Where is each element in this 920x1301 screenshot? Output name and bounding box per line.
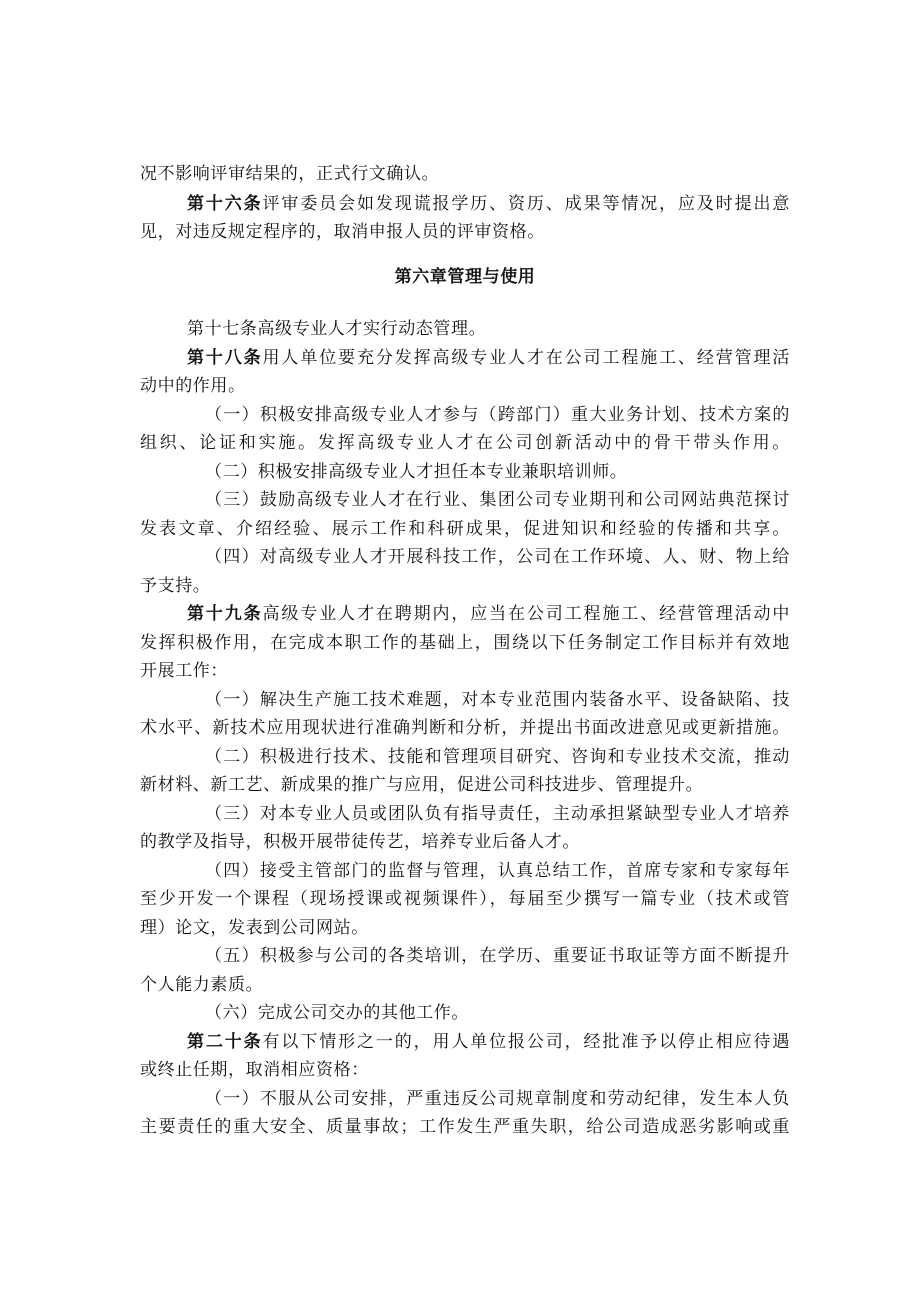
continuation-line: 况不影响评审结果的，正式行文确认。 bbox=[140, 164, 440, 184]
article-20-label: 第二十条 bbox=[187, 1032, 263, 1052]
article-20-item-1-line-2: 主要责任的重大安全、质量事故；工作发生严重失职，给公司造成恶劣影响或重 bbox=[140, 1117, 790, 1137]
article-18-text: 用人单位要充分发挥高级专业人才在公司工程施工、经营管理活 bbox=[262, 348, 790, 368]
article-19-item-4-line-2: 至少开发一个课程（现场授课或视频课件），每届至少撰写一篇专业（技术或管 bbox=[140, 889, 790, 909]
chapter-6-title: 第六章管理与使用 bbox=[394, 267, 536, 287]
article-16-text: 评审委员会如发现谎报学历、资历、成果等情况，应及时提出意 bbox=[262, 194, 790, 214]
article-20-text: 有以下情形之一的，用人单位报公司，经批准予以停止相应待遇 bbox=[262, 1032, 790, 1052]
article-18-item-3-line-2: 发表文章、介绍经验、展示工作和科研成果，促进知识和经验的传播和共享。 bbox=[140, 519, 790, 539]
article-19-item-2-line-1: （二）积极进行技术、技能和管理项目研究、咨询和专业技术交流，推动 bbox=[205, 747, 790, 767]
article-19-item-2-line-2: 新材料、新工艺、新成果的推广与应用，促进公司科技进步、管理提升。 bbox=[140, 775, 704, 795]
article-16-label: 第十六条 bbox=[187, 194, 263, 214]
article-20-item-1-line-1: （一）不服从公司安排，严重违反公司规章制度和劳动纪律，发生本人负 bbox=[205, 1089, 790, 1109]
article-18-line-2: 动中的作用。 bbox=[140, 376, 246, 396]
article-19-item-4-line-1: （四）接受主管部门的监督与管理，认真总结工作，首席专家和专家每年 bbox=[205, 861, 790, 881]
article-18-label: 第十八条 bbox=[187, 348, 263, 368]
article-19-item-3-line-2: 的教学及指导，积极开展带徒传艺，培养专业后备人才。 bbox=[140, 832, 580, 852]
article-19-text: 高级专业人才在聘期内，应当在公司工程施工、经营管理活动中 bbox=[262, 604, 790, 624]
article-18-item-3-line-1: （三）鼓励高级专业人才在行业、集团公司专业期刊和公司网站典范探讨 bbox=[205, 490, 790, 510]
article-19-label: 第十九条 bbox=[187, 604, 263, 624]
article-19-item-1-line-2: 术水平、新技术应用现状进行准确判断和分析，并提出书面改进意见或更新措施。 bbox=[140, 718, 790, 738]
article-16-line-1 bbox=[187, 191, 790, 217]
article-19-item-1-line-1: （一）解决生产施工技术难题，对本专业范围内装备水平、设备缺陷、技 bbox=[205, 690, 790, 710]
article-18-item-1-line-1: （一）积极安排高级专业人才参与（跨部门）重大业务计划、技术方案的 bbox=[205, 405, 790, 425]
article-16-line-2: 见，对违反规定程序的，取消申报人员的评审资格。 bbox=[140, 222, 545, 242]
article-19-item-6-line-1: （六）完成公司交办的其他工作。 bbox=[205, 1003, 469, 1023]
article-19-line-3: 开展工作： bbox=[140, 661, 228, 681]
article-18-item-2-line-1: （二）积极安排高级专业人才担任本专业兼职培训师。 bbox=[205, 462, 628, 482]
article-19-line-2: 发挥积极作用，在完成本职工作的基础上，围绕以下任务制定工作目标并有效地 bbox=[140, 633, 790, 653]
article-18-item-4-line-2: 予支持。 bbox=[140, 576, 211, 596]
article-20-line-2: 或终止任期，取消相应资格： bbox=[140, 1060, 369, 1080]
article-19-item-4-line-3: 理）论文，发表到公司网站。 bbox=[140, 918, 369, 938]
article-19-item-5-line-1: （五）积极参与公司的各类培训，在学历、重要证书取证等方面不断提升 bbox=[205, 946, 790, 966]
article-20-line-1 bbox=[187, 1029, 790, 1055]
article-18-item-4-line-1: （四）对高级专业人才开展科技工作，公司在工作环境、人、财、物上给 bbox=[205, 547, 790, 567]
article-18-item-1-line-2: 组织、论证和实施。发挥高级专业人才在公司创新活动中的骨干带头作用。 bbox=[140, 433, 790, 453]
article-18-line-1 bbox=[187, 345, 790, 371]
article-17-line: 第十七条高级专业人才实行动态管理。 bbox=[187, 319, 487, 339]
article-19-item-3-line-1: （三）对本专业人员或团队负有指导责任，主动承担紧缺型专业人才培养 bbox=[205, 804, 790, 824]
article-19-item-5-line-2: 个人能力素质。 bbox=[140, 975, 264, 995]
article-19-line-1 bbox=[187, 601, 790, 627]
